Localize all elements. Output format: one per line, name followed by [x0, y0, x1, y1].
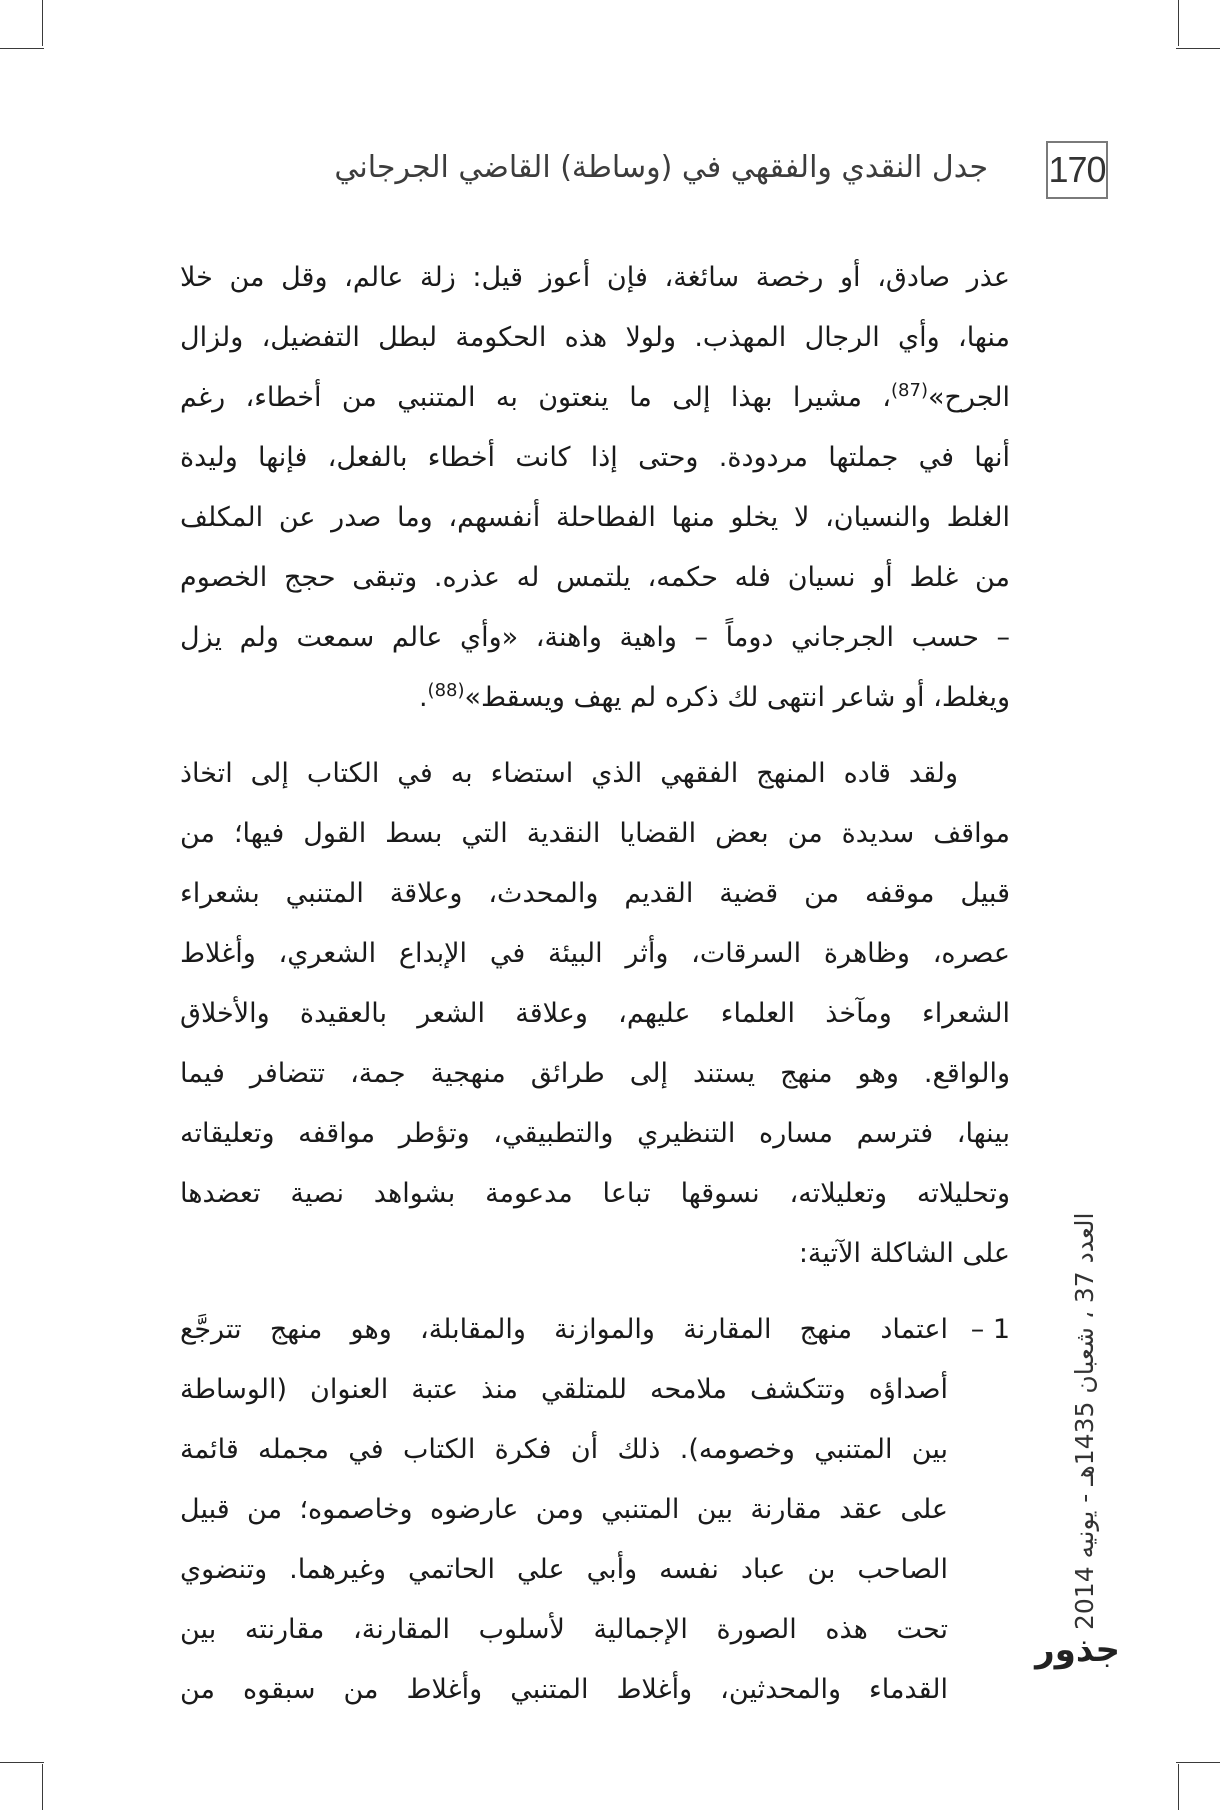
text-line: على عقد مقارنة بين المتنبي ومن عارضوه وخاصموه؛ من قبيل: [180, 1494, 948, 1525]
text-line: عصره، وظاهرة السرقات، وأثر البيئة في الإبداع الشعري، وأغلاط: [180, 938, 1010, 969]
text-line: تحت هذه الصورة الإجمالية لأسلوب المقارنة، مقارنته بين: [180, 1614, 948, 1645]
crop-mark: [42, 0, 43, 46]
text-line: الشعراء ومآخذ العلماء عليهم، وعلاقة الشعر بالعقيدة والأخلاق: [180, 998, 1010, 1029]
text-line: الغلط والنسيان، لا يخلو منها الفطاحلة أنفسهم، وما صدر عن المكلف: [180, 502, 1010, 533]
crop-mark: [0, 1762, 44, 1763]
text-line: مواقف سديدة من بعض القضايا النقدية التي بسط القول فيها؛ من: [180, 818, 1010, 849]
page-number: 170: [1046, 141, 1108, 199]
body-text: [180, 248, 1010, 1720]
text-line: أصداؤه وتتكشف ملامحه للمتلقي منذ عتبة العنوان (الوساطة: [180, 1374, 948, 1405]
text-line: ويغلط، أو شاعر انتهى لك ذكره لم يهف ويسقط»$^{(88)}$.: [418, 680, 1010, 713]
issue-info: العدد 37 ، شعبان 1435هـ - يونيه 2014: [1070, 1212, 1099, 1630]
crop-mark: [0, 48, 44, 49]
crop-mark: [1176, 1762, 1220, 1763]
footnote-ref-88[interactable]: (88): [427, 680, 465, 701]
list-number: 1 –: [970, 1314, 1010, 1345]
crop-mark: [1176, 48, 1220, 49]
text-line: الصاحب بن عباد نفسه وأبي علي الحاتمي وغيرهما. وتنضوي: [180, 1554, 948, 1585]
text-line: اعتماد منهج المقارنة والموازنة والمقابلة، وهو منهج تترجَّع: [180, 1314, 948, 1345]
text-line: أنها في جملتها مردودة. وحتى إذا كانت أخطاء بالفعل، فإنها وليدة: [180, 442, 1010, 473]
running-title: جدل النقدي والفقهي في (وساطة) القاضي الجرجاني: [334, 150, 988, 185]
crop-mark: [1178, 0, 1179, 46]
text-line: القدماء والمحدثين، وأغلاط المتنبي وأغلاط من سبقوه من: [180, 1674, 948, 1705]
text-line: عذر صادق، أو رخصة سائغة، فإن أعوز قيل: زلة عالم، وقل من خلا: [180, 262, 1010, 293]
journal-logo: جذور: [1035, 1630, 1120, 1670]
crop-mark: [42, 1764, 43, 1810]
text-line: منها، وأي الرجال المهذب. ولولا هذه الحكومة لبطل التفضيل، ولزال: [180, 322, 1010, 353]
crop-mark: [1178, 1764, 1179, 1810]
text-line: ولقد قاده المنهج الفقهي الذي استضاء به في الكتاب إلى اتخاذ: [180, 758, 958, 789]
text-line: والواقع. وهو منهج يستند إلى طرائق منهجية جمة، تتضافر فيما: [180, 1058, 1010, 1089]
list-item: [180, 1300, 1010, 1720]
footnote-ref-87[interactable]: (87): [891, 380, 928, 401]
text-line: بين المتنبي وخصومه). ذلك أن فكرة الكتاب في مجمله قائمة: [180, 1434, 948, 1465]
text-line: وتحليلاته وتعليلاته، نسوقها تباعا مدعومة بشواهد نصية تعضدها: [180, 1178, 1010, 1209]
text-line: بينها، فترسم مساره التنظيري والتطبيقي، وتؤطر مواقفه وتعليقاته: [180, 1118, 1010, 1149]
text-line: من غلط أو نسيان فله حكمه، يلتمس له عذره. وتبقى حجج الخصوم: [180, 562, 1010, 593]
text-line: على الشاكلة الآتية:: [798, 1238, 1010, 1269]
text-line: الجرح»$^{(87)}$، مشيرا بهذا إلى ما ينعتون به المتنبي من أخطاء، رغم: [180, 380, 1010, 413]
text-line: – حسب الجرجاني دوماً – واهية واهنة، «وأي عالم سمعت ولم يزل: [180, 622, 1010, 653]
text-line: قبيل موقفه من قضية القديم والمحدث، وعلاقة المتنبي بشعراء: [180, 878, 1010, 909]
